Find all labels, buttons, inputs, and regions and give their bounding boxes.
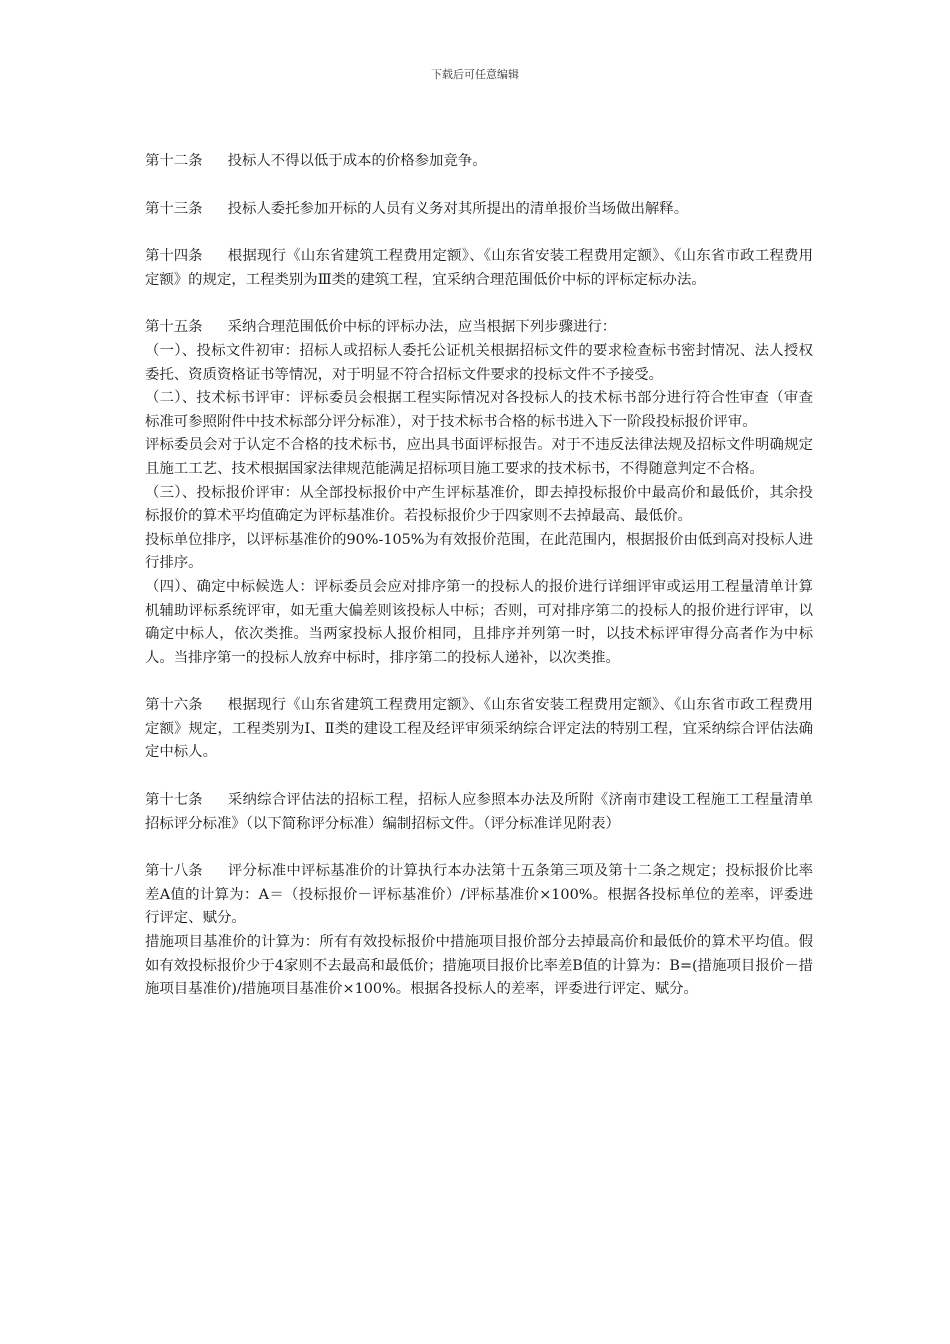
paragraph-text: 采纳合理范围低价中标的评标办法，应当根据下列步骤进行： xyxy=(227,319,617,336)
paragraph-text: 评标委员会对于认定不合格的技术标书，应出具书面评标报告。对于不违反法律法规及招标文件明确规定且施工工艺、技术根据国家法律规范能满足招标项目施工要求的技术标书，不得随意判定不合格。 xyxy=(145,437,813,477)
paragraph-text: （二）、技术标书评审：评标委员会根据工程实际情况对各投标人的技术标书部分进行符合性审查（审查标准可参照附件中技术标部分评分标准），对于技术标书合格的标书进入下一阶段投标报价评审。 xyxy=(145,390,813,430)
paragraph-text: 采纳综合评估法的招标工程，招标人应参照本办法及所附《济南市建设工程施工工程量清单招标评分标准》（以下简称评分标准）编制招标文件。（评分标准详见附表） xyxy=(145,792,813,832)
paragraph xyxy=(145,340,813,387)
paragraph xyxy=(145,789,813,836)
paragraph xyxy=(145,529,813,576)
paragraph-text: 措施项目基准价的计算为：所有有效投标报价中措施项目报价部分去掉最高价和最低价的算术平均值。假如有效投标报价少于4家则不去最高和最低价；措施项目报价比率差B值的计算为：B=(措施项目报价－措施项目基准价)/措施项目基准价×100%。根据各投标人的差率，评委进行评定、赋分。 xyxy=(145,934,813,998)
document-body xyxy=(145,150,813,1002)
article-number: 第十七条 xyxy=(145,792,203,809)
article-number: 第十三条 xyxy=(145,200,203,217)
paragraph-text: 评分标准中评标基准价的计算执行本办法第十五条第三项及第十二条之规定；投标报价比率差A值的计算为：A＝（投标报价－评标基准价）/评标基准价×100%。根据各投标单位的差率，评委进行评定、赋分。 xyxy=(145,863,813,927)
paragraph-text: 根据现行《山东省建筑工程费用定额》、《山东省安装工程费用定额》、《山东省市政工程费用定额》规定，工程类别为Ⅰ、Ⅱ类的建设工程及经评审须采纳综合评定法的特别工程，宜采纳综合评估法确定中标人。 xyxy=(145,697,813,761)
paragraph-text: （四）、确定中标候选人：评标委员会应对排序第一的投标人的报价进行详细评审或运用工程量清单计算机辅助评标系统评审，如无重大偏差则该投标人中标；否则，可对排序第二的投标人的报价进行评审，以确定中标人，依次类推。当两家投标人报价相同，且排序并列第一时，以技术标评审得分高者作为中标人。当排序第一的投标人放弃中标时，排序第二的投标人递补，以次类推。 xyxy=(145,578,813,666)
paragraph xyxy=(145,434,813,481)
paragraph xyxy=(145,316,813,340)
paragraph xyxy=(145,860,813,931)
paragraph xyxy=(145,482,813,529)
paragraph-text: 投标单位排序，以评标基准价的90%-105%为有效报价范围，在此范围内，根据报价由低到高对投标人进行排序。 xyxy=(145,531,814,572)
paragraph-text: （一）、投标文件初审：招标人或招标人委托公证机关根据招标文件的要求检查标书密封情况、法人授权委托、资质资格证书等情况，对于明显不符合招标文件要求的投标文件不予接受。 xyxy=(145,342,813,383)
paragraph xyxy=(145,387,813,434)
paragraph-text: 根据现行《山东省建筑工程费用定额》、《山东省安装工程费用定额》、《山东省市政工程费用定额》的规定，工程类别为Ⅲ类的建筑工程，宜采纳合理范围低价中标的评标定标办法。 xyxy=(145,248,813,288)
article-number: 第十六条 xyxy=(145,697,203,714)
paragraph xyxy=(145,694,813,765)
paragraph-text: （三）、投标报价评审：从全部投标报价中产生评标基准价，即去掉投标报价中最高价和最低价，其余投标报价的算术平均值确定为评标基准价。若投标报价少于四家则不去掉最高、最低价。 xyxy=(145,484,813,525)
article-number: 第十二条 xyxy=(145,153,203,169)
paragraph xyxy=(145,150,813,174)
article-number: 第十八条 xyxy=(145,863,203,880)
paragraph xyxy=(145,576,813,670)
paragraph-text: 投标人不得以低于成本的价格参加竞争。 xyxy=(227,153,487,169)
paragraph xyxy=(145,198,813,222)
paragraph xyxy=(145,245,813,292)
paragraph-text: 投标人委托参加开标的人员有义务对其所提出的清单报价当场做出解释。 xyxy=(227,200,689,217)
paragraph xyxy=(145,931,813,1002)
page-header: 下载后可任意编辑 xyxy=(431,68,519,81)
article-number: 第十四条 xyxy=(145,248,203,265)
article-number: 第十五条 xyxy=(145,319,203,336)
